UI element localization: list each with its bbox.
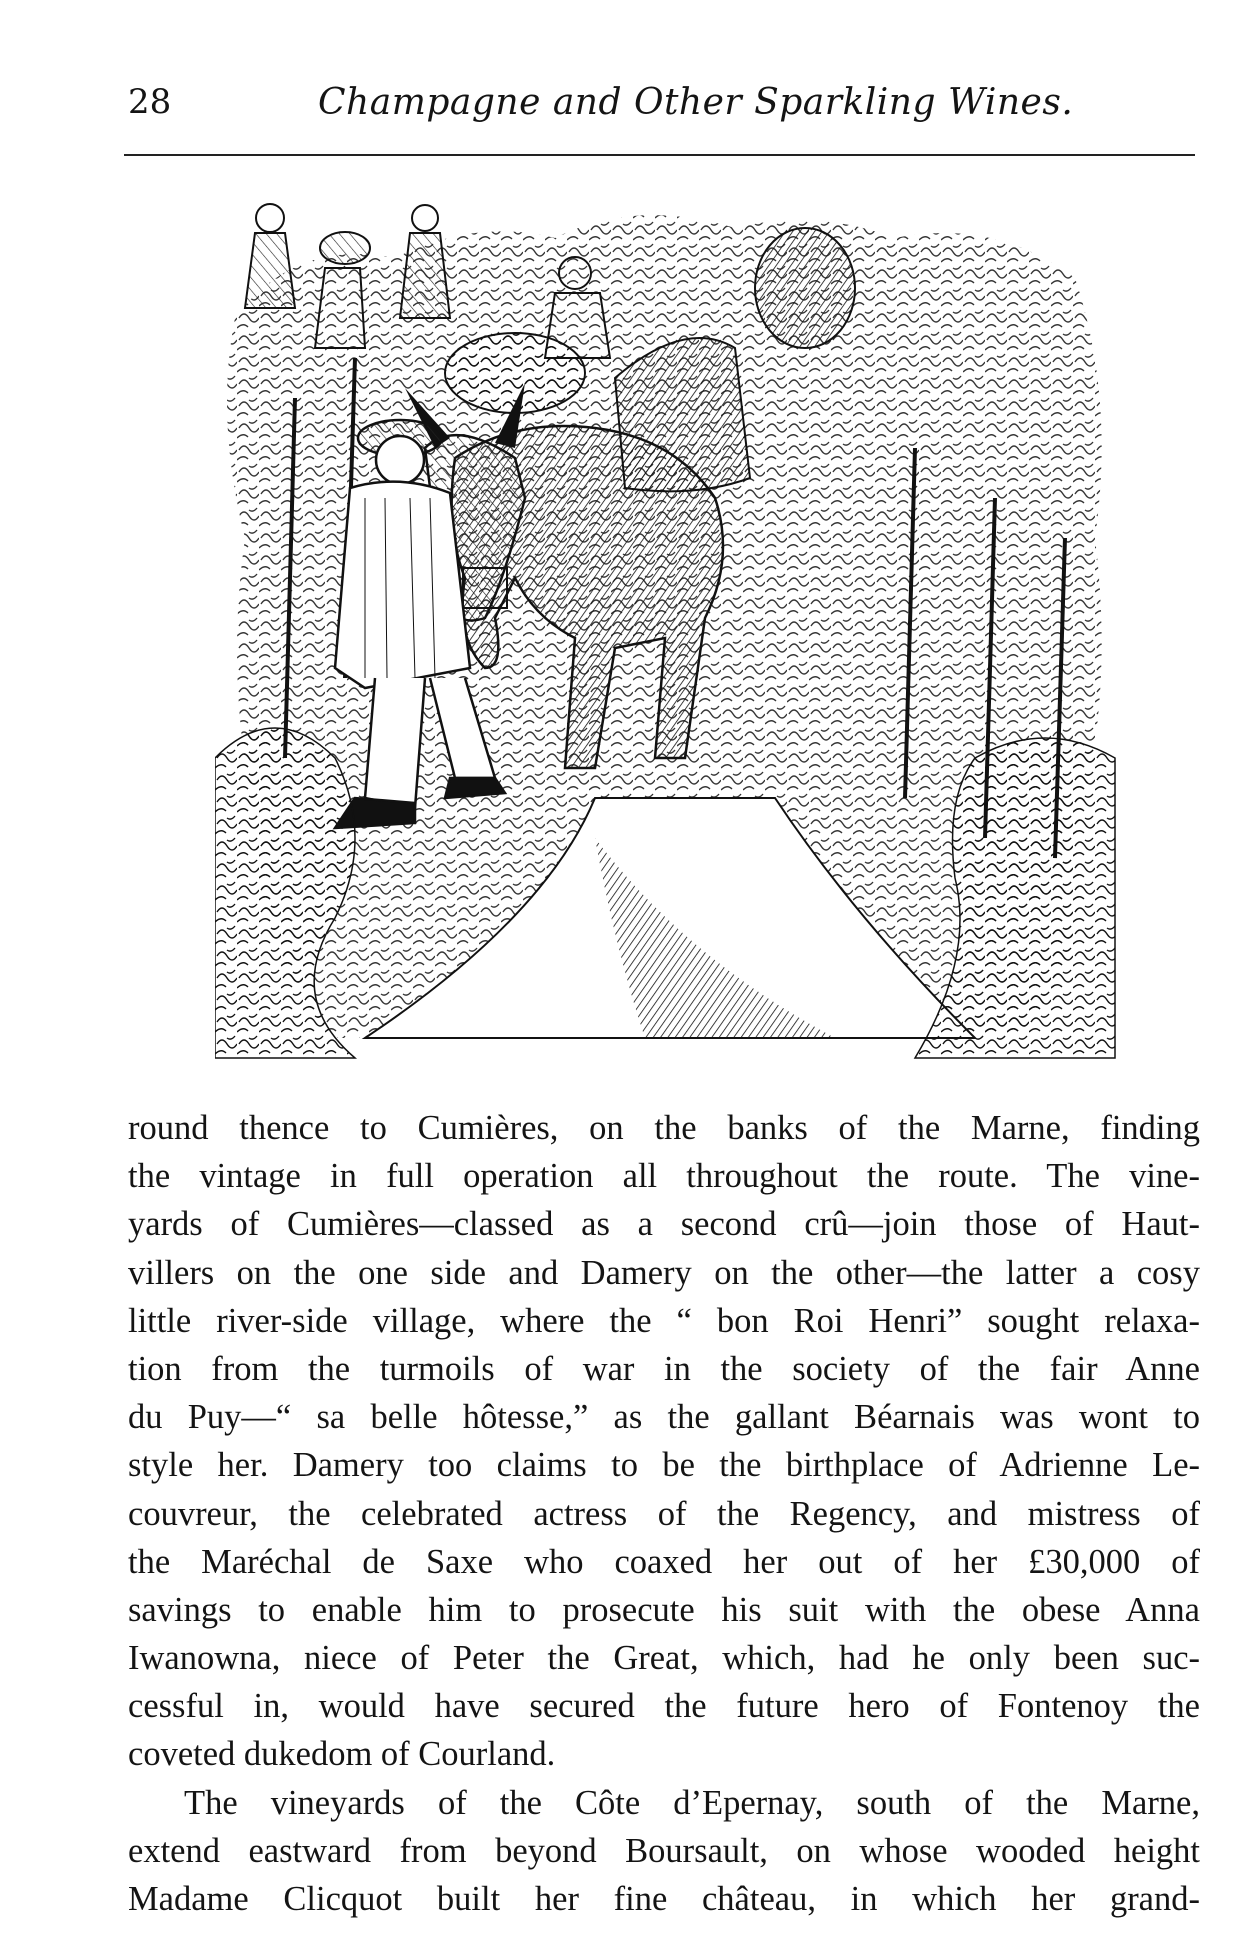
text-line: cessful in, would have secured the future hero of Fontenoy the xyxy=(128,1687,1200,1726)
running-title: Champagne and Other Sparkling Wines. xyxy=(318,82,1074,123)
text-line: round thence to Cumières, on the banks of the Marne, finding xyxy=(128,1109,1200,1147)
text-line: The vineyards of the Côte d’Epernay, south of the Marne, xyxy=(184,1783,1200,1822)
text-line: coveted dukedom of Courland. xyxy=(128,1735,556,1774)
page-number: 28 xyxy=(128,82,172,122)
text-line: little river-side village, where the “ bon Roi Henri” sought relaxa- xyxy=(128,1301,1200,1340)
text-line: villers on the one side and Damery on the other—the latter a cosy xyxy=(128,1253,1200,1292)
text-line: Madame Clicquot built her fine château, in which her grand- xyxy=(128,1880,1200,1918)
text-line: Iwanowna, niece of Peter the Great, which, had he only been suc- xyxy=(128,1639,1200,1678)
text-line: du Puy—“ sa belle hôtesse,” as the gallant Béarnais was wont to xyxy=(128,1398,1200,1437)
engraving-donkey-and-grape-picker xyxy=(215,198,1125,1066)
text-line: the Maréchal de Saxe who coaxed her out of her £30,000 of xyxy=(128,1542,1200,1581)
text-line: extend eastward from beyond Boursault, on whose wooded height xyxy=(128,1831,1200,1870)
page-header xyxy=(128,82,1154,132)
paragraph-2 xyxy=(128,1779,1200,1924)
text-line: style her. Damery too claims to be the birthplace of Adrienne Le- xyxy=(128,1446,1200,1485)
text-line: yards of Cumières—classed as a second crû—join those of Haut- xyxy=(128,1205,1200,1244)
header-rule xyxy=(124,154,1195,156)
text-line: the vintage in full operation all throughout the route. The vine- xyxy=(128,1157,1200,1196)
vintage-illustration xyxy=(215,198,1125,1066)
text-line: savings to enable him to prosecute his suit with the obese Anna xyxy=(128,1590,1200,1629)
text-line: tion from the turmoils of war in the society of the fair Anne xyxy=(128,1349,1200,1388)
body-text xyxy=(128,1104,1200,1923)
text-line: couvreur, the celebrated actress of the Regency, and mistress of xyxy=(128,1494,1200,1533)
paragraph-1 xyxy=(128,1104,1200,1779)
